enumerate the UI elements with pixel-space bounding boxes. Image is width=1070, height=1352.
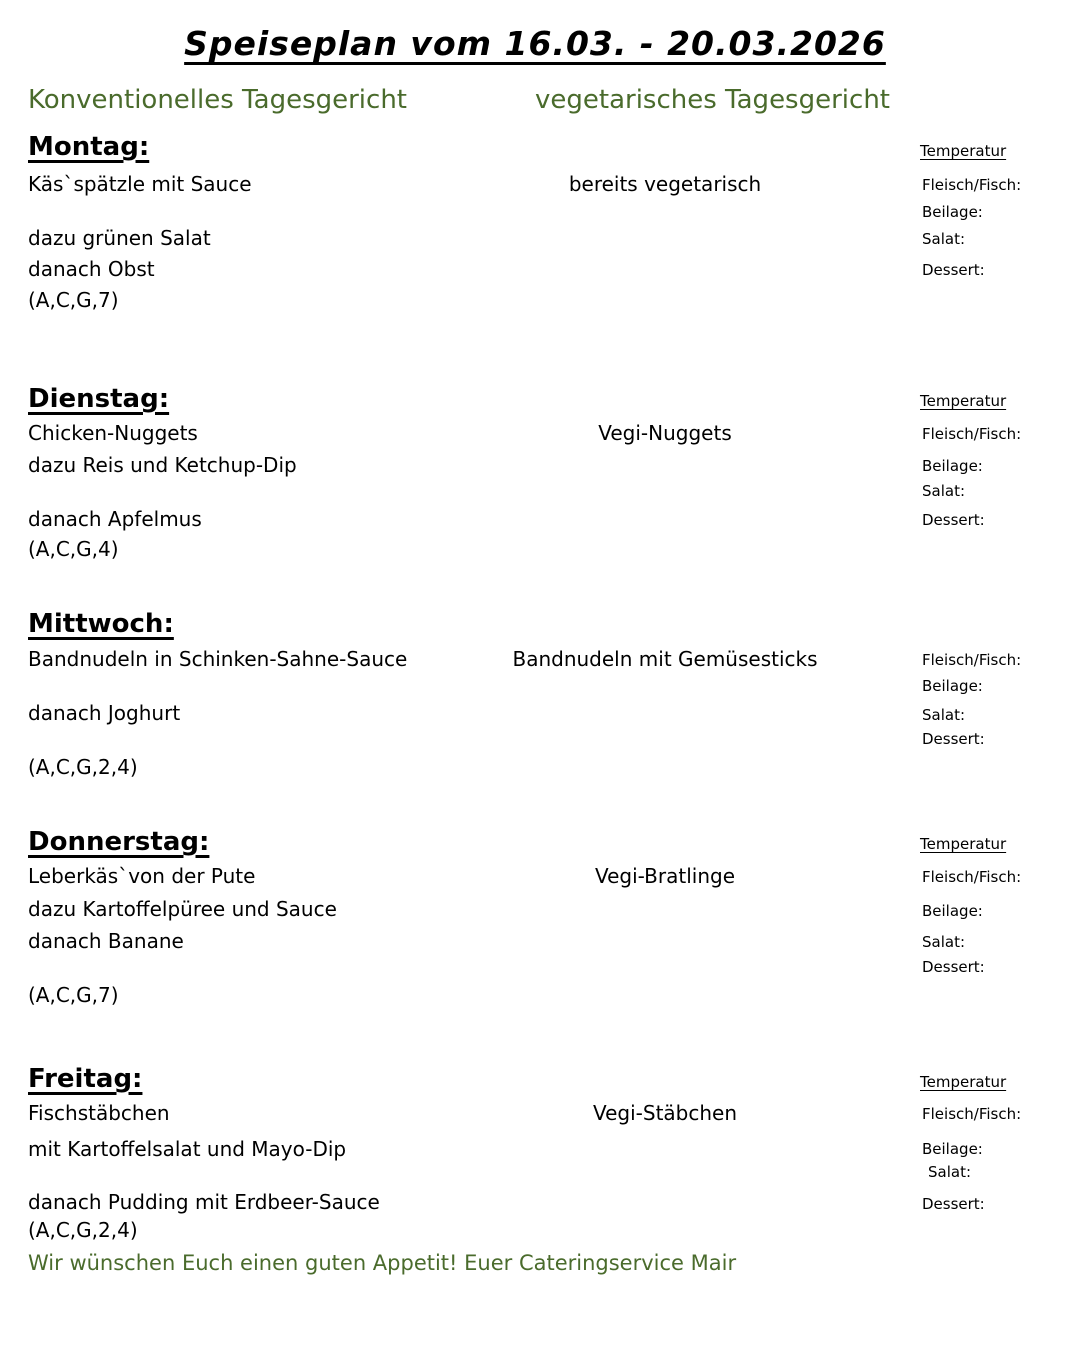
allergens-montag: (A,C,G,7)	[28, 288, 119, 312]
dish-dienstag-dessert: danach Apfelmus	[28, 507, 202, 531]
dish-mittwoch-veg: Bandnudeln mit Gemüsesticks	[512, 647, 818, 671]
label-freitag-salat: Salat:	[928, 1163, 972, 1181]
allergens-mittwoch: (A,C,G,2,4)	[28, 755, 138, 779]
dish-montag-main: Käs`spätzle mit Sauce	[28, 172, 252, 196]
dish-freitag-side: mit Kartoffelsalat und Mayo-Dip	[28, 1137, 347, 1161]
dish-dienstag-main: Chicken-Nuggets	[28, 421, 198, 445]
title-row	[0, 26, 1070, 62]
day-header-montag: Montag:	[28, 132, 150, 162]
temperature-header-dienstag: Temperatur	[920, 392, 1007, 410]
dish-freitag-veg: Vegi-Stäbchen	[592, 1101, 738, 1125]
day-header-dienstag: Dienstag:	[28, 384, 170, 414]
label-dienstag-dessert: Dessert:	[922, 511, 985, 529]
allergens-freitag: (A,C,G,2,4)	[28, 1218, 138, 1242]
label-mittwoch-fleisch-fisch: Fleisch/Fisch:	[922, 651, 1022, 669]
dish-donnerstag-side: dazu Kartoffelpüree und Sauce	[28, 897, 337, 921]
label-montag-beilage: Beilage:	[922, 203, 983, 221]
label-dienstag-fleisch-fisch: Fleisch/Fisch:	[922, 425, 1022, 443]
label-dienstag-beilage: Beilage:	[922, 457, 983, 475]
label-freitag-fleisch-fisch: Fleisch/Fisch:	[922, 1105, 1022, 1123]
label-freitag-beilage: Beilage:	[922, 1140, 983, 1158]
label-donnerstag-beilage: Beilage:	[922, 902, 983, 920]
dish-montag-side: dazu grünen Salat	[28, 226, 211, 250]
temperature-header-freitag: Temperatur	[920, 1073, 1007, 1091]
label-donnerstag-salat: Salat:	[922, 933, 966, 951]
dish-freitag-main: Fischstäbchen	[28, 1101, 170, 1125]
dish-donnerstag-main: Leberkäs`von der Pute	[28, 864, 256, 888]
dish-mittwoch-main: Bandnudeln in Schinken-Sahne-Sauce	[28, 647, 408, 671]
dish-montag-dessert: danach Obst	[28, 257, 155, 281]
dish-donnerstag-veg: Vegi-Bratlinge	[594, 864, 736, 888]
label-donnerstag-fleisch-fisch: Fleisch/Fisch:	[922, 868, 1022, 886]
column-header-conventional: Konventionelles Tagesgericht	[28, 85, 407, 115]
label-montag-salat: Salat:	[922, 230, 966, 248]
dish-mittwoch-dessert: danach Joghurt	[28, 701, 181, 725]
day-header-mittwoch: Mittwoch:	[28, 609, 174, 639]
day-header-freitag: Freitag:	[28, 1064, 143, 1094]
label-mittwoch-salat: Salat:	[922, 706, 966, 724]
column-header-vegetarian: vegetarisches Tagesgericht	[535, 85, 890, 115]
allergens-dienstag: (A,C,G,4)	[28, 537, 119, 561]
dish-donnerstag-dessert: danach Banane	[28, 929, 184, 953]
temperature-header-montag: Temperatur	[920, 142, 1007, 160]
footer-greeting: Wir wünschen Euch einen guten Appetit! Euer Cateringservice Mair	[28, 1251, 737, 1275]
label-montag-fleisch-fisch: Fleisch/Fisch:	[922, 176, 1022, 194]
allergens-donnerstag: (A,C,G,7)	[28, 983, 119, 1007]
label-mittwoch-beilage: Beilage:	[922, 677, 983, 695]
temperature-header-donnerstag: Temperatur	[920, 835, 1007, 853]
label-donnerstag-dessert: Dessert:	[922, 958, 985, 976]
label-freitag-dessert: Dessert:	[922, 1195, 985, 1213]
dish-dienstag-side: dazu Reis und Ketchup-Dip	[28, 453, 297, 477]
label-dienstag-salat: Salat:	[922, 482, 966, 500]
day-header-donnerstag: Donnerstag:	[28, 827, 210, 857]
dish-montag-veg: bereits vegetarisch	[568, 172, 762, 196]
label-mittwoch-dessert: Dessert:	[922, 730, 985, 748]
label-montag-dessert: Dessert:	[922, 261, 985, 279]
dish-dienstag-veg: Vegi-Nuggets	[598, 421, 732, 445]
page-title: Speiseplan vom 16.03. - 20.03.2026	[184, 24, 886, 63]
dish-freitag-dessert: danach Pudding mit Erdbeer-Sauce	[28, 1190, 380, 1214]
